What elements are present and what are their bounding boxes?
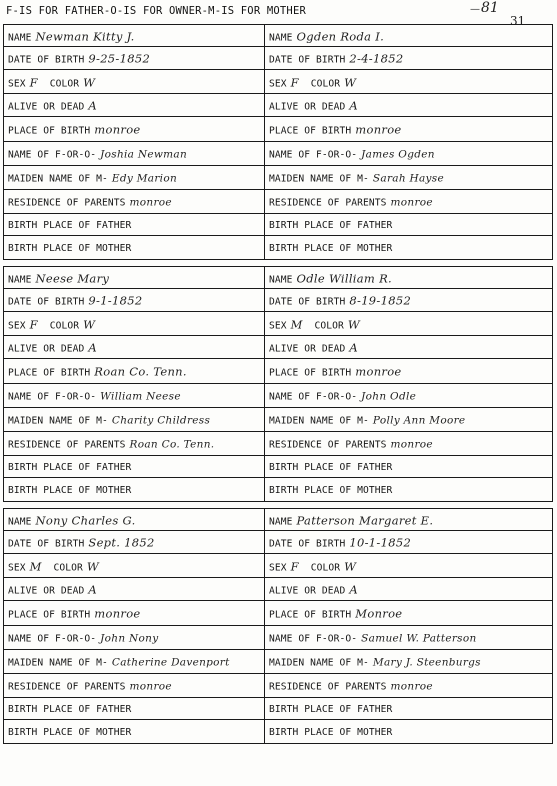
page-mark-31: 31: [510, 14, 526, 28]
record-maiden-row: [8, 172, 177, 184]
record-residence-cell: [265, 431, 553, 456]
record-alive-cell: [265, 577, 553, 601]
record-bp_mother-cell: [3, 719, 265, 744]
record-bp_father-row: [269, 461, 392, 472]
form-header: F-IS FOR FATHER-O-IS FOR OWNER-M-IS FOR MOTHER: [6, 5, 306, 17]
handwritten-name: Neese Mary: [35, 271, 110, 286]
record-pob-row: [269, 365, 402, 379]
record-name-cell: [265, 266, 553, 289]
record-residence-cell: [3, 189, 265, 214]
record-pob-row: [8, 607, 141, 621]
record-bp_mother-row: [269, 242, 392, 253]
label-alive: ALIVE OR DEAD: [269, 343, 346, 355]
handwritten-sex: F: [29, 317, 38, 332]
handwritten-name: Odle William R.: [296, 271, 393, 286]
label-father: NAME OF F-OR-O-: [269, 148, 358, 160]
record-sex-row: [269, 559, 356, 573]
record-bp_father-cell: [3, 455, 265, 478]
record-sex-cell: [3, 69, 265, 94]
record-pob-row: [8, 123, 141, 137]
record-name-cell: [3, 508, 265, 531]
record-name-row: [8, 513, 136, 527]
label-color: COLOR: [49, 78, 80, 90]
record-bp_mother-row: [8, 484, 131, 495]
record-father-cell: [3, 383, 265, 408]
record-father-row: [8, 632, 158, 644]
record-father-cell: [265, 141, 553, 166]
record-maiden-row: [269, 172, 444, 184]
label-dob: DATE OF BIRTH: [8, 296, 85, 308]
record-residence-cell: [3, 673, 265, 698]
label-bp_mother: BIRTH PLACE OF MOTHER: [269, 484, 393, 496]
record-alive-row: [8, 341, 97, 355]
label-residence: RESIDENCE OF PARENTS: [269, 438, 387, 450]
label-sex: SEX: [8, 78, 26, 90]
label-color: COLOR: [310, 562, 341, 574]
label-bp_mother: BIRTH PLACE OF MOTHER: [8, 242, 132, 254]
handwritten-pob: monroe: [355, 122, 402, 137]
record-sex-cell: [3, 311, 265, 336]
label-pob: PLACE OF BIRTH: [269, 609, 352, 621]
record-maiden-cell: [265, 407, 553, 432]
record-father-cell: [265, 625, 553, 650]
label-pob: PLACE OF BIRTH: [269, 367, 352, 379]
label-residence: RESIDENCE OF PARENTS: [8, 196, 126, 208]
handwritten-color: W: [83, 75, 96, 90]
handwritten-color: W: [344, 559, 357, 574]
record-dob-cell: [3, 288, 265, 312]
record-alive-cell: [3, 93, 265, 117]
record-dob-cell: [265, 530, 553, 554]
record-maiden-row: [269, 656, 481, 668]
record-father-cell: [3, 625, 265, 650]
record-alive-row: [269, 99, 358, 113]
label-alive: ALIVE OR DEAD: [8, 343, 85, 355]
right-column: [265, 24, 553, 781]
handwritten-alive: A: [349, 582, 358, 597]
record-name-row: [269, 29, 384, 43]
handwritten-color: W: [344, 75, 357, 90]
record-maiden-row: [8, 414, 210, 426]
record-maiden-row: [8, 656, 230, 668]
record-residence-row: [269, 196, 433, 208]
record-alive-row: [269, 583, 358, 597]
record-sex-row: [8, 317, 95, 331]
label-sex: SEX: [269, 320, 287, 332]
handwritten-color: W: [347, 317, 360, 332]
handwritten-pob: Roan Co. Tenn.: [94, 364, 187, 379]
record-pob-cell: [265, 116, 553, 142]
handwritten-father: James Ogden: [361, 147, 435, 160]
handwritten-sex: F: [290, 559, 299, 574]
label-dob: DATE OF BIRTH: [269, 296, 346, 308]
handwritten-pob: monroe: [355, 364, 402, 379]
label-color: COLOR: [310, 78, 341, 90]
label-maiden: MAIDEN NAME OF M-: [269, 656, 369, 668]
record-bp_mother-cell: [3, 235, 265, 260]
label-sex: SEX: [8, 562, 26, 574]
record-father-cell: [3, 141, 265, 166]
record-sex-row: [8, 75, 95, 89]
record-alive-cell: [265, 335, 553, 359]
record-bp_mother-row: [8, 726, 131, 737]
handwritten-father: William Neese: [100, 389, 181, 402]
label-dob: DATE OF BIRTH: [8, 54, 85, 66]
record-bp_mother-cell: [265, 719, 553, 744]
handwritten-dob: 9-1-1852: [88, 293, 143, 308]
label-sex: SEX: [8, 320, 26, 332]
record-bp_mother-cell: [265, 477, 553, 502]
record-bp_mother-cell: [3, 477, 265, 502]
label-pob: PLACE OF BIRTH: [8, 367, 91, 379]
record-sex-row: [269, 317, 360, 331]
handwritten-pob: Monroe: [355, 606, 403, 621]
handwritten-pob: monroe: [94, 122, 141, 137]
handwritten-residence: Roan Co. Tenn.: [129, 437, 215, 450]
record-maiden-cell: [265, 649, 553, 674]
label-pob: PLACE OF BIRTH: [8, 125, 91, 137]
record-father-row: [8, 148, 187, 160]
record-residence-row: [269, 680, 433, 692]
record-bp_mother-row: [8, 242, 131, 253]
label-maiden: MAIDEN NAME OF M-: [8, 172, 108, 184]
handwritten-residence: monroe: [390, 679, 433, 692]
record-name-cell: [265, 508, 553, 531]
handwritten-name: Ogden Roda I.: [296, 29, 385, 44]
label-father: NAME OF F-OR-O-: [269, 632, 358, 644]
handwritten-maiden: Polly Ann Moore: [372, 413, 466, 426]
label-bp_father: BIRTH PLACE OF FATHER: [269, 219, 393, 231]
label-father: NAME OF F-OR-O-: [269, 390, 358, 402]
label-bp_father: BIRTH PLACE OF FATHER: [269, 703, 393, 715]
record-dob-row: [269, 52, 403, 66]
handwritten-residence: monroe: [390, 437, 433, 450]
record-bp_father-cell: [3, 213, 265, 236]
handwritten-father: Samuel W. Patterson: [361, 631, 477, 644]
handwritten-alive: A: [349, 98, 358, 113]
record-father-cell: [265, 383, 553, 408]
label-dob: DATE OF BIRTH: [269, 538, 346, 550]
record-maiden-cell: [3, 649, 265, 674]
record-maiden-cell: [3, 407, 265, 432]
label-color: COLOR: [49, 320, 80, 332]
handwritten-color: W: [83, 317, 96, 332]
handwritten-sex: F: [29, 75, 38, 90]
record-name-row: [269, 513, 433, 527]
record-father-row: [269, 390, 416, 402]
handwritten-dob: 8-19-1852: [349, 293, 412, 308]
label-pob: PLACE OF BIRTH: [8, 609, 91, 621]
record-bp_father-row: [8, 703, 131, 714]
record-pob-row: [269, 123, 402, 137]
label-father: NAME OF F-OR-O-: [8, 390, 97, 402]
label-bp_father: BIRTH PLACE OF FATHER: [8, 703, 132, 715]
label-dob: DATE OF BIRTH: [8, 538, 85, 550]
record-father-row: [269, 148, 435, 160]
left-column: [3, 24, 265, 781]
label-name: NAME: [8, 32, 32, 44]
label-name: NAME: [269, 32, 293, 44]
record-pob-cell: [265, 600, 553, 626]
label-residence: RESIDENCE OF PARENTS: [8, 680, 126, 692]
record-dob-row: [8, 294, 142, 308]
label-residence: RESIDENCE OF PARENTS: [269, 680, 387, 692]
handwritten-sex: M: [29, 559, 42, 574]
handwritten-alive: A: [88, 98, 97, 113]
handwritten-dob: 9-25-1852: [88, 51, 151, 66]
record-sex-cell: [265, 553, 553, 578]
label-sex: SEX: [269, 562, 287, 574]
label-father: NAME OF F-OR-O-: [8, 632, 97, 644]
record-bp_father-cell: [265, 455, 553, 478]
handwritten-maiden: Catherine Davenport: [111, 655, 230, 668]
record-alive-cell: [3, 577, 265, 601]
handwritten-residence: monroe: [129, 679, 172, 692]
record-dob-row: [8, 536, 155, 550]
record-dob-row: [269, 536, 411, 550]
label-bp_father: BIRTH PLACE OF FATHER: [8, 219, 132, 231]
record-maiden-cell: [265, 165, 553, 190]
record-dob-row: [269, 294, 411, 308]
label-bp_mother: BIRTH PLACE OF MOTHER: [8, 726, 132, 738]
record-residence-cell: [265, 673, 553, 698]
record-dob-cell: [3, 46, 265, 70]
handwritten-maiden: Sarah Hayse: [372, 171, 444, 184]
label-bp_mother: BIRTH PLACE OF MOTHER: [8, 484, 132, 496]
record-residence-row: [8, 680, 172, 692]
record-bp_father-row: [8, 461, 131, 472]
label-bp_mother: BIRTH PLACE OF MOTHER: [269, 726, 393, 738]
record-alive-row: [269, 341, 358, 355]
label-name: NAME: [8, 274, 32, 286]
handwritten-dob: 10-1-1852: [349, 535, 412, 550]
label-color: COLOR: [314, 320, 344, 332]
record-residence-row: [269, 438, 433, 450]
label-name: NAME: [8, 516, 32, 528]
record-bp_mother-row: [269, 726, 392, 737]
handwritten-name: Newman Kitty J.: [35, 29, 135, 44]
label-dob: DATE OF BIRTH: [269, 54, 346, 66]
label-pob: PLACE OF BIRTH: [269, 125, 352, 137]
label-color: COLOR: [53, 562, 83, 574]
handwritten-pob: monroe: [94, 606, 141, 621]
record-pob-cell: [3, 358, 265, 384]
record-pob-cell: [3, 600, 265, 626]
handwritten-maiden: Mary J. Steenburgs: [372, 655, 481, 668]
handwritten-alive: A: [88, 582, 97, 597]
record-father-row: [269, 632, 477, 644]
record-pob-cell: [265, 358, 553, 384]
handwritten-sex: F: [290, 75, 299, 90]
handwritten-dob: Sept. 1852: [88, 535, 155, 550]
label-bp_father: BIRTH PLACE OF FATHER: [8, 461, 132, 473]
handwritten-name: Nony Charles G.: [35, 513, 136, 528]
record-name-row: [8, 271, 109, 285]
handwritten-maiden: Edy Marion: [111, 171, 178, 184]
record-bp_father-row: [8, 219, 131, 230]
record-bp_father-cell: [265, 213, 553, 236]
record-bp_mother-row: [269, 484, 392, 495]
record-alive-cell: [265, 93, 553, 117]
label-residence: RESIDENCE OF PARENTS: [269, 196, 387, 208]
record-dob-cell: [265, 46, 553, 70]
record-residence-cell: [3, 431, 265, 456]
record-bp_father-cell: [3, 697, 265, 720]
record-dob-cell: [3, 530, 265, 554]
record-residence-row: [8, 438, 214, 450]
record-name-cell: [3, 24, 265, 47]
record-father-row: [8, 390, 181, 402]
record-residence-cell: [265, 189, 553, 214]
handwritten-dob: 2-4-1852: [349, 51, 404, 66]
label-maiden: MAIDEN NAME OF M-: [269, 172, 369, 184]
label-bp_mother: BIRTH PLACE OF MOTHER: [269, 242, 393, 254]
record-sex-row: [269, 75, 356, 89]
record-pob-cell: [3, 116, 265, 142]
page-mark-81: 81: [481, 0, 499, 16]
record-alive-row: [8, 99, 97, 113]
record-bp_father-cell: [265, 697, 553, 720]
record-bp_mother-cell: [265, 235, 553, 260]
handwritten-father: Joshia Newman: [100, 147, 188, 160]
label-alive: ALIVE OR DEAD: [8, 101, 85, 113]
handwritten-alive: A: [88, 340, 97, 355]
record-name-cell: [3, 266, 265, 289]
record-name-row: [269, 271, 392, 285]
record-sex-cell: [265, 69, 553, 94]
label-bp_father: BIRTH PLACE OF FATHER: [269, 461, 393, 473]
record-grid: [3, 24, 553, 781]
handwritten-father: John Odle: [361, 389, 417, 402]
label-father: NAME OF F-OR-O-: [8, 148, 97, 160]
record-alive-row: [8, 583, 97, 597]
label-sex: SEX: [269, 78, 287, 90]
handwritten-residence: monroe: [129, 195, 172, 208]
handwritten-sex: M: [290, 317, 303, 332]
record-dob-row: [8, 52, 150, 66]
label-name: NAME: [269, 516, 293, 528]
record-sex-row: [8, 559, 99, 573]
record-maiden-row: [269, 414, 465, 426]
handwritten-father: John Nony: [100, 631, 159, 644]
page-mark-dash: —: [470, 4, 480, 15]
label-maiden: MAIDEN NAME OF M-: [8, 656, 108, 668]
record-maiden-cell: [3, 165, 265, 190]
label-alive: ALIVE OR DEAD: [269, 101, 346, 113]
record-alive-cell: [3, 335, 265, 359]
record-sex-cell: [265, 311, 553, 336]
record-residence-row: [8, 196, 172, 208]
record-name-row: [8, 29, 135, 43]
handwritten-alive: A: [349, 340, 358, 355]
record-bp_father-row: [269, 703, 392, 714]
record-pob-row: [269, 607, 402, 621]
label-maiden: MAIDEN NAME OF M-: [8, 414, 108, 426]
label-residence: RESIDENCE OF PARENTS: [8, 438, 126, 450]
handwritten-residence: monroe: [390, 195, 433, 208]
record-name-cell: [265, 24, 553, 47]
record-pob-row: [8, 365, 187, 379]
label-alive: ALIVE OR DEAD: [8, 585, 85, 597]
record-bp_father-row: [269, 219, 392, 230]
handwritten-name: Patterson Margaret E.: [296, 513, 434, 528]
label-maiden: MAIDEN NAME OF M-: [269, 414, 369, 426]
handwritten-maiden: Charity Childress: [111, 413, 211, 426]
handwritten-color: W: [86, 559, 99, 574]
label-alive: ALIVE OR DEAD: [269, 585, 346, 597]
label-name: NAME: [269, 274, 293, 286]
record-dob-cell: [265, 288, 553, 312]
record-sex-cell: [3, 553, 265, 578]
